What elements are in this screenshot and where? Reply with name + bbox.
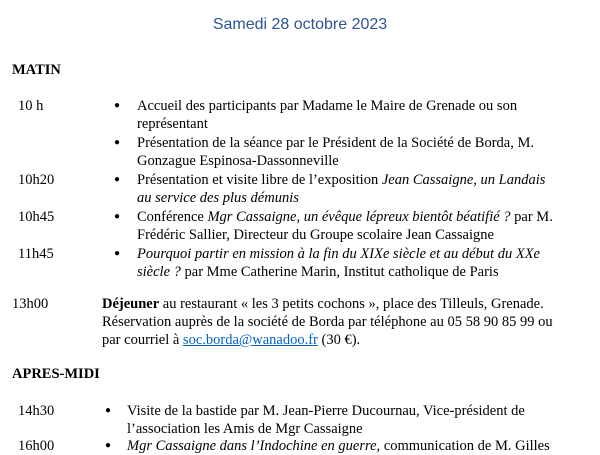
item-line: Déjeuner au restaurant « les 3 petits cochons », place des Tilleuls, Grenade. (102, 296, 544, 312)
item-line: Présentation et visite libre de l’exposition Jean Cassaigne, un Landais (137, 172, 546, 188)
item-line: Frédéric Sallier, Directeur du Groupe scolaire Jean Cassaigne (137, 227, 494, 243)
email-link[interactable]: soc.borda@wanadoo.fr (182, 332, 318, 348)
item-line: Pourquoi partir en mission à la fin du XIXe siècle et au début du XXe (137, 246, 540, 262)
item-time: 16h00 (18, 438, 55, 454)
item-line: représentant (137, 116, 208, 132)
item-text (137, 97, 587, 133)
item-text (102, 295, 592, 349)
item-time: 13h00 (12, 296, 49, 312)
item-text (127, 402, 587, 438)
item-line: Gonzague Espinosa-Dassonneville (137, 153, 339, 169)
item-text (137, 245, 587, 281)
item-line: au service des plus démunis (137, 190, 299, 206)
bullet-icon: ● (114, 174, 121, 185)
item-text (137, 134, 587, 170)
item-time: 10h20 (18, 172, 55, 188)
item-line: Conférence Mgr Cassaigne, un évêque lépreux bientôt béatifié ? par M. (137, 209, 553, 225)
item-line: Mgr Cassaigne dans l’Indochine en guerre, communication de M. Gilles (127, 438, 550, 454)
item-line: Accueil des participants par Madame le Maire de Grenade ou son (137, 98, 518, 114)
item-line: Réservation auprès de la société de Borda par téléphone au 05 58 90 85 99 ou (102, 314, 553, 330)
morning-heading: MATIN (12, 62, 61, 78)
item-text (137, 171, 587, 207)
item-time: 14h30 (18, 403, 55, 419)
date-heading: Samedi 28 octobre 2023 (212, 16, 388, 33)
item-time: 10 h (18, 98, 44, 114)
bullet-icon: ● (114, 211, 121, 222)
bullet-icon: ● (114, 100, 121, 111)
bullet-icon: ● (114, 248, 121, 259)
item-line: siècle ? par Mme Catherine Marin, Institut catholique de Paris (137, 264, 499, 280)
bullet-icon: ● (114, 137, 121, 148)
item-line: l’association les Amis de Mgr Cassaigne (127, 421, 363, 437)
afternoon-heading: APRES-MIDI (12, 366, 100, 382)
item-text (127, 437, 587, 455)
item-text (137, 208, 587, 244)
item-line: Visite de la bastide par M. Jean-Pierre Ducournau, Vice-président de (127, 403, 525, 419)
item-line: Présentation de la séance par le Président de la Société de Borda, M. (137, 135, 535, 151)
bullet-icon: ● (105, 440, 112, 451)
item-time: 11h45 (18, 246, 54, 262)
item-line: par courriel à soc.borda@wanadoo.fr (30 €). (102, 332, 361, 348)
bullet-icon: ● (105, 405, 112, 416)
item-time: 10h45 (18, 209, 55, 225)
